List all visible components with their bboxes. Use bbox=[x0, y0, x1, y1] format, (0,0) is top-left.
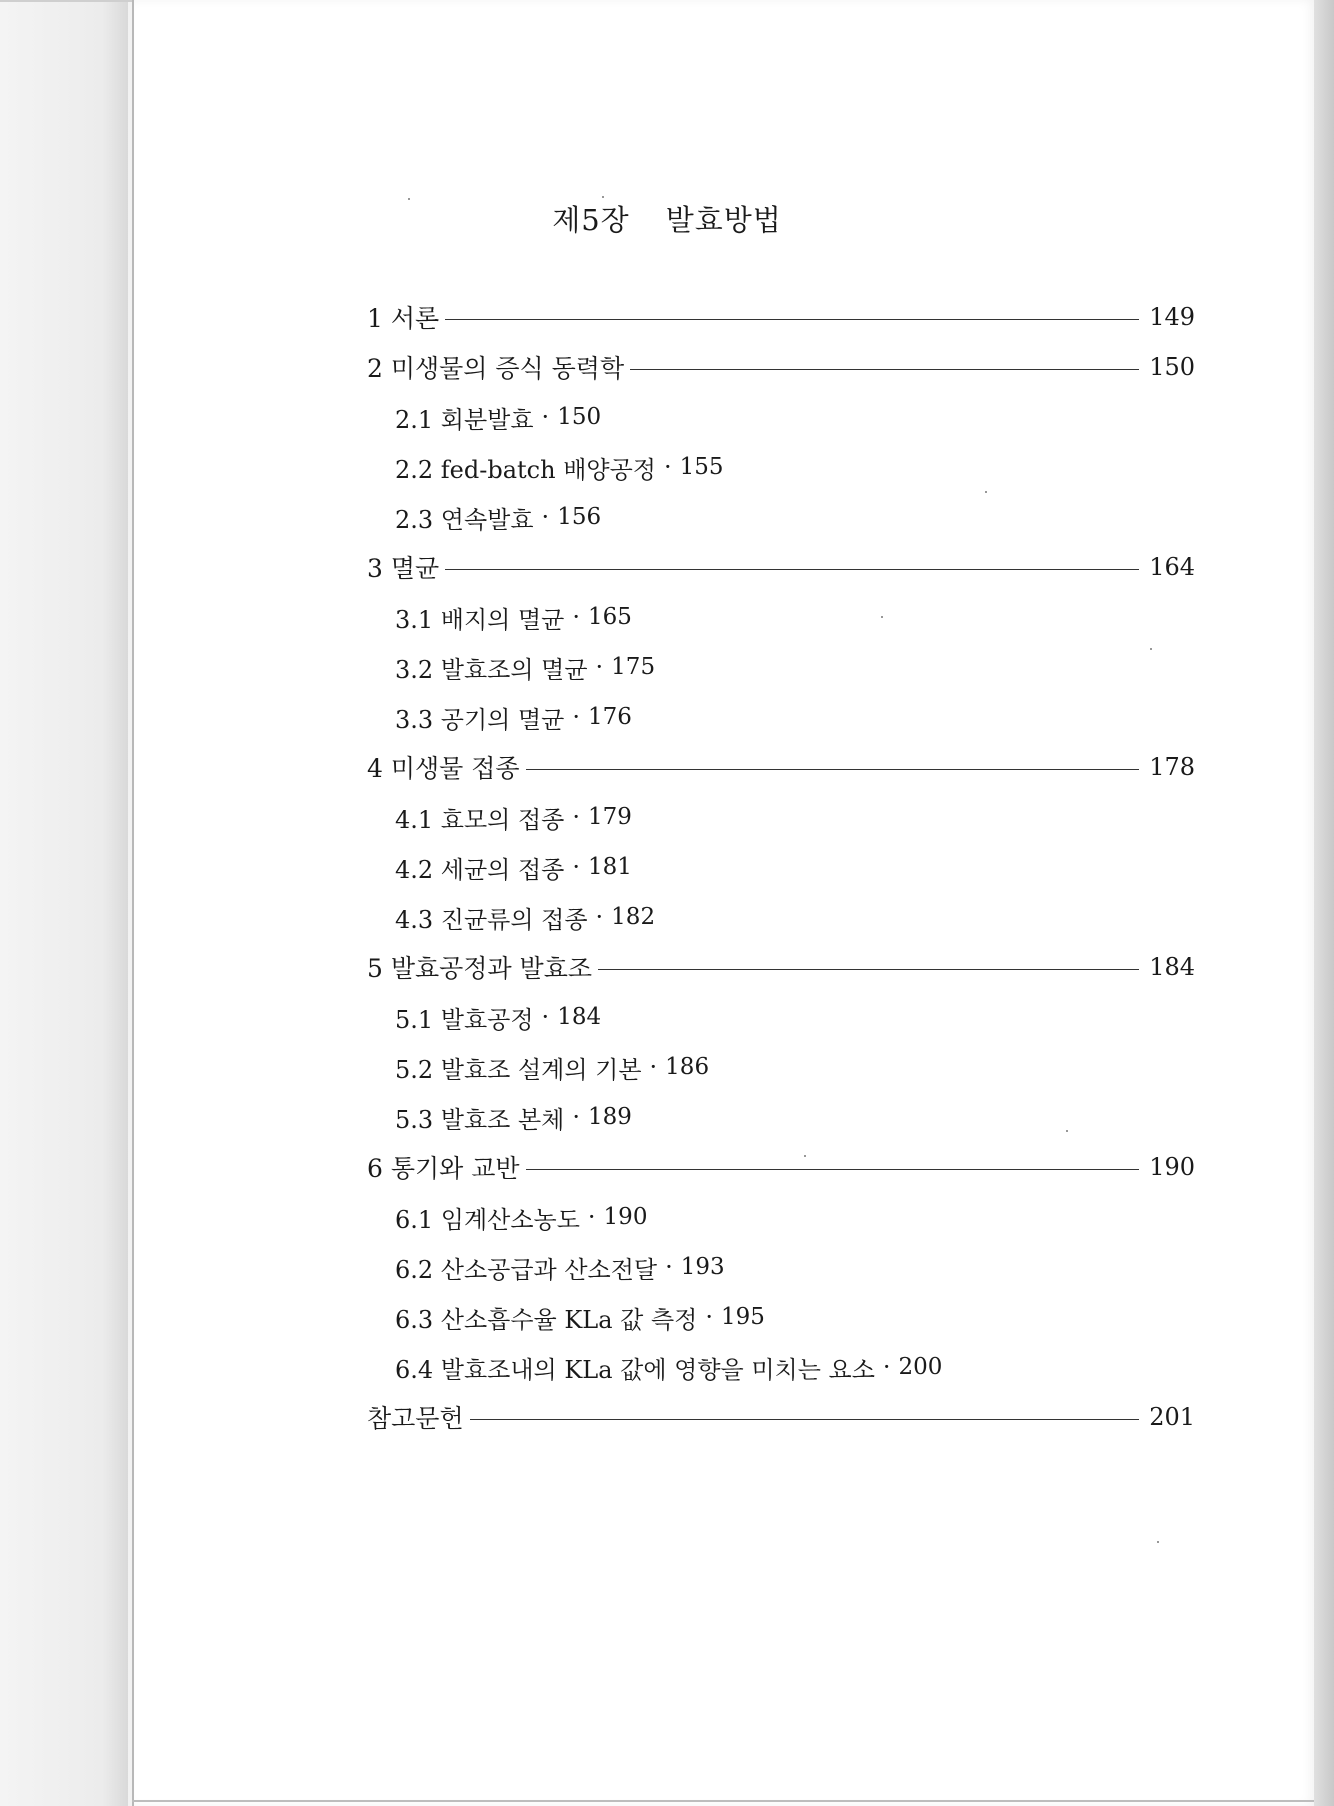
toc-subsection-title: 6.4 발효조내의 KLa 값에 영향을 미치는 요소 bbox=[395, 1355, 875, 1384]
toc-leader-line bbox=[470, 1419, 1140, 1420]
scan-speck bbox=[1066, 1130, 1068, 1132]
table-of-contents bbox=[367, 292, 1195, 1442]
toc-section-entry bbox=[367, 742, 1195, 792]
toc-separator-dot: · bbox=[572, 1103, 580, 1131]
toc-separator-dot: · bbox=[705, 1303, 713, 1331]
toc-section-entry bbox=[367, 942, 1195, 992]
toc-subsection-title: 2.3 연속발효 bbox=[395, 505, 534, 534]
chapter-heading bbox=[0, 198, 1334, 239]
toc-separator-dot: · bbox=[541, 503, 550, 531]
toc-subsection-title: 4.1 효모의 접종 bbox=[395, 805, 565, 834]
toc-subsection-page: 179 bbox=[588, 804, 632, 830]
toc-subsection-title: 6.2 산소공급과 산소전달 bbox=[395, 1255, 658, 1284]
toc-page-number: 150 bbox=[1149, 353, 1195, 381]
toc-separator-dot: · bbox=[595, 903, 604, 931]
toc-leader-line bbox=[630, 369, 1139, 370]
toc-separator-dot: · bbox=[541, 403, 550, 431]
toc-subsection-page: 190 bbox=[603, 1204, 648, 1230]
scan-speck bbox=[1157, 1541, 1159, 1543]
toc-subsection-entry bbox=[367, 442, 1195, 492]
toc-section-title: 5 발효공정과 발효조 bbox=[367, 954, 592, 983]
toc-subsection-entry bbox=[367, 1242, 1195, 1292]
toc-subsection-page: 176 bbox=[588, 704, 632, 730]
toc-subsection-title: 6.1 임계산소농도 bbox=[395, 1205, 580, 1234]
toc-subsection-entry bbox=[367, 692, 1195, 742]
toc-leader-line bbox=[445, 569, 1139, 570]
scan-speck bbox=[881, 616, 883, 618]
scan-speck bbox=[1150, 648, 1152, 650]
toc-leader-line bbox=[526, 769, 1140, 770]
toc-subsection-title: 5.2 발효조 설계의 기본 bbox=[395, 1055, 642, 1084]
toc-subsection-page: 193 bbox=[680, 1254, 725, 1280]
toc-page-number: 164 bbox=[1149, 553, 1195, 581]
toc-leader-line bbox=[526, 1169, 1140, 1170]
toc-separator-dot: · bbox=[572, 703, 580, 731]
toc-page-number: 149 bbox=[1149, 303, 1195, 331]
scan-speck bbox=[985, 491, 987, 493]
toc-section-title: 참고문헌 bbox=[367, 1404, 464, 1433]
toc-section-entry bbox=[367, 542, 1195, 592]
toc-separator-dot: · bbox=[572, 803, 580, 831]
toc-separator-dot: · bbox=[882, 1353, 891, 1381]
toc-subsection-title: 4.2 세균의 접종 bbox=[395, 855, 565, 884]
toc-subsection-title: 5.1 발효공정 bbox=[395, 1005, 534, 1034]
toc-subsection-entry bbox=[367, 842, 1195, 892]
toc-section-title: 4 미생물 접종 bbox=[367, 754, 520, 783]
toc-subsection-entry bbox=[367, 392, 1195, 442]
toc-separator-dot: · bbox=[663, 453, 672, 481]
toc-subsection-page: 156 bbox=[557, 504, 602, 530]
toc-subsection-page: 182 bbox=[611, 904, 656, 930]
toc-subsection-page: 175 bbox=[611, 654, 656, 680]
toc-section-title: 6 통기와 교반 bbox=[367, 1154, 520, 1183]
toc-subsection-entry bbox=[367, 1092, 1195, 1142]
scan-speck bbox=[408, 198, 410, 200]
toc-separator-dot: · bbox=[541, 1003, 550, 1031]
toc-separator-dot: · bbox=[595, 653, 604, 681]
toc-section-title: 3 멸균 bbox=[367, 554, 440, 583]
toc-leader-line bbox=[598, 969, 1139, 970]
toc-section-entry bbox=[367, 1392, 1195, 1442]
toc-subsection-title: 2.1 회분발효 bbox=[395, 405, 534, 434]
toc-page-number: 190 bbox=[1149, 1153, 1195, 1181]
toc-section-entry bbox=[367, 342, 1195, 392]
toc-subsection-page: 155 bbox=[679, 454, 724, 480]
toc-subsection-title: 3.1 배지의 멸균 bbox=[395, 605, 565, 634]
toc-subsection-page: 195 bbox=[720, 1304, 765, 1330]
toc-subsection-entry bbox=[367, 1342, 1195, 1392]
toc-separator-dot: · bbox=[572, 853, 580, 881]
toc-subsection-entry bbox=[367, 1042, 1195, 1092]
scan-speck bbox=[804, 1155, 806, 1157]
toc-section-entry bbox=[367, 1142, 1195, 1192]
page-bottom-edge bbox=[132, 1800, 1314, 1802]
toc-separator-dot: · bbox=[572, 603, 580, 631]
toc-subsection-entry bbox=[367, 592, 1195, 642]
toc-subsection-title: 5.3 발효조 본체 bbox=[395, 1105, 565, 1134]
toc-section-title: 2 미생물의 증식 동력학 bbox=[367, 354, 625, 383]
toc-subsection-entry bbox=[367, 1192, 1195, 1242]
toc-separator-dot: · bbox=[587, 1203, 596, 1231]
toc-page-number: 201 bbox=[1149, 1403, 1195, 1431]
toc-section-entry bbox=[367, 292, 1195, 342]
toc-subsection-page: 189 bbox=[588, 1104, 632, 1130]
toc-subsection-entry bbox=[367, 1292, 1195, 1342]
scan-left-margin bbox=[0, 0, 128, 1806]
scan-speck bbox=[602, 196, 604, 198]
toc-page-number: 184 bbox=[1149, 953, 1195, 981]
toc-subsection-page: 184 bbox=[557, 1004, 602, 1030]
toc-subsection-entry bbox=[367, 642, 1195, 692]
toc-subsection-title: 6.3 산소흡수율 KLa 값 측정 bbox=[395, 1305, 698, 1334]
toc-subsection-page: 181 bbox=[588, 854, 632, 880]
chapter-number: 제5장 bbox=[552, 203, 630, 237]
toc-subsection-page: 165 bbox=[588, 604, 632, 630]
toc-page-number: 178 bbox=[1149, 753, 1195, 781]
toc-subsection-title: 4.3 진균류의 접종 bbox=[395, 905, 588, 934]
toc-separator-dot: · bbox=[649, 1053, 658, 1081]
page-right-edge bbox=[1314, 0, 1334, 1806]
toc-subsection-entry bbox=[367, 992, 1195, 1042]
toc-subsection-title: 3.2 발효조의 멸균 bbox=[395, 655, 588, 684]
toc-subsection-page: 150 bbox=[557, 404, 602, 430]
toc-subsection-entry bbox=[367, 792, 1195, 842]
chapter-title: 발효방법 bbox=[665, 203, 782, 237]
toc-subsection-title: 3.3 공기의 멸균 bbox=[395, 705, 565, 734]
toc-leader-line bbox=[445, 319, 1139, 320]
toc-subsection-page: 186 bbox=[665, 1054, 710, 1080]
toc-section-title: 1 서론 bbox=[367, 304, 440, 333]
toc-subsection-title: 2.2 fed-batch 배양공정 bbox=[395, 455, 656, 484]
toc-subsection-entry bbox=[367, 892, 1195, 942]
toc-subsection-entry bbox=[367, 492, 1195, 542]
toc-subsection-page: 200 bbox=[898, 1354, 943, 1380]
toc-separator-dot: · bbox=[665, 1253, 673, 1281]
